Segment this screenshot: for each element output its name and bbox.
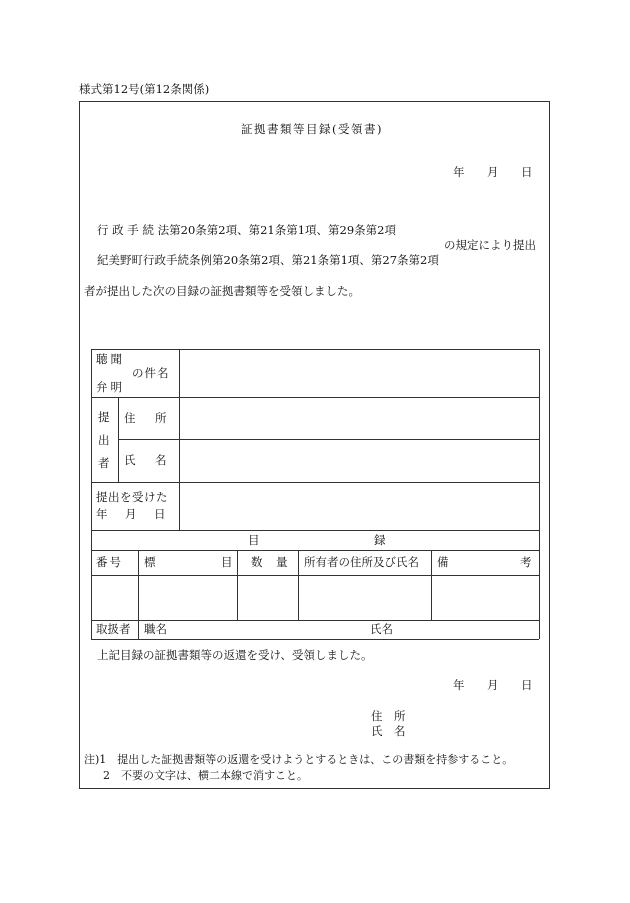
- date-top-month: 月: [487, 165, 499, 179]
- col-label-b: 目: [221, 555, 233, 569]
- return-text: 上記目録の証拠書類等の返還を受け、受領しました。: [97, 648, 373, 662]
- signature-name: 氏 名: [371, 724, 406, 738]
- intro-line-3: 者が提出した次の目録の証拠書類等を受領しました。: [84, 284, 360, 298]
- handler-name: 氏名: [370, 622, 393, 636]
- date-top-year: 年: [453, 165, 465, 179]
- submitter-address-label: 住 所: [124, 411, 171, 425]
- note-1: 注)1 提出した証拠書類等の返還を受けようとするときは、この書類を持参すること。: [84, 753, 514, 766]
- col-remark-b: 考: [520, 555, 532, 569]
- intro-line-1: 行 政 手 続 法第20条第2項、第21条第1項、第29条第2項: [97, 223, 396, 237]
- col-quantity: 数 量: [251, 555, 289, 569]
- received-date-label-2: 年 月 日: [96, 507, 169, 521]
- date-bottom-year: 年: [453, 678, 465, 692]
- submitter-char-2: 出: [98, 433, 110, 447]
- intro-line-2: 紀美野町行政手続条例第20条第2項、第21条第1項、第27条第2項: [97, 253, 439, 267]
- submitter-char-3: 者: [98, 456, 110, 470]
- submitter-name-label: 氏 名: [124, 453, 171, 467]
- signature-address: 住 所: [371, 709, 406, 723]
- form-title: 証拠書類等目録(受領書): [241, 122, 383, 136]
- case-label-explanation: 弁明: [96, 380, 125, 394]
- submitter-char-1: 提: [98, 410, 110, 424]
- intro-suffix: の規定により提出: [444, 238, 536, 252]
- list-header-b: 録: [374, 533, 386, 547]
- col-remark-a: 備: [437, 555, 449, 569]
- col-label-a: 標: [144, 555, 156, 569]
- col-number: 番号: [96, 555, 123, 569]
- form-number: 様式第12号(第12条関係): [79, 82, 210, 96]
- date-bottom-day: 日: [521, 678, 533, 692]
- evidence-table: [91, 349, 539, 639]
- handler-title: 職名: [144, 622, 167, 636]
- handler-label: 取扱者: [96, 622, 131, 636]
- received-date-label-1: 提出を受けた: [96, 490, 168, 504]
- note-2: 2 不要の文字は、横二本線で消すこと。: [103, 769, 308, 782]
- col-owner: 所有者の住所及び氏名: [304, 555, 419, 569]
- case-label-hearing: 聴聞: [96, 352, 125, 366]
- date-top-day: 日: [521, 165, 533, 179]
- list-header-a: 目: [248, 533, 260, 547]
- date-bottom-month: 月: [487, 678, 499, 692]
- case-label-name: の件名: [132, 366, 170, 380]
